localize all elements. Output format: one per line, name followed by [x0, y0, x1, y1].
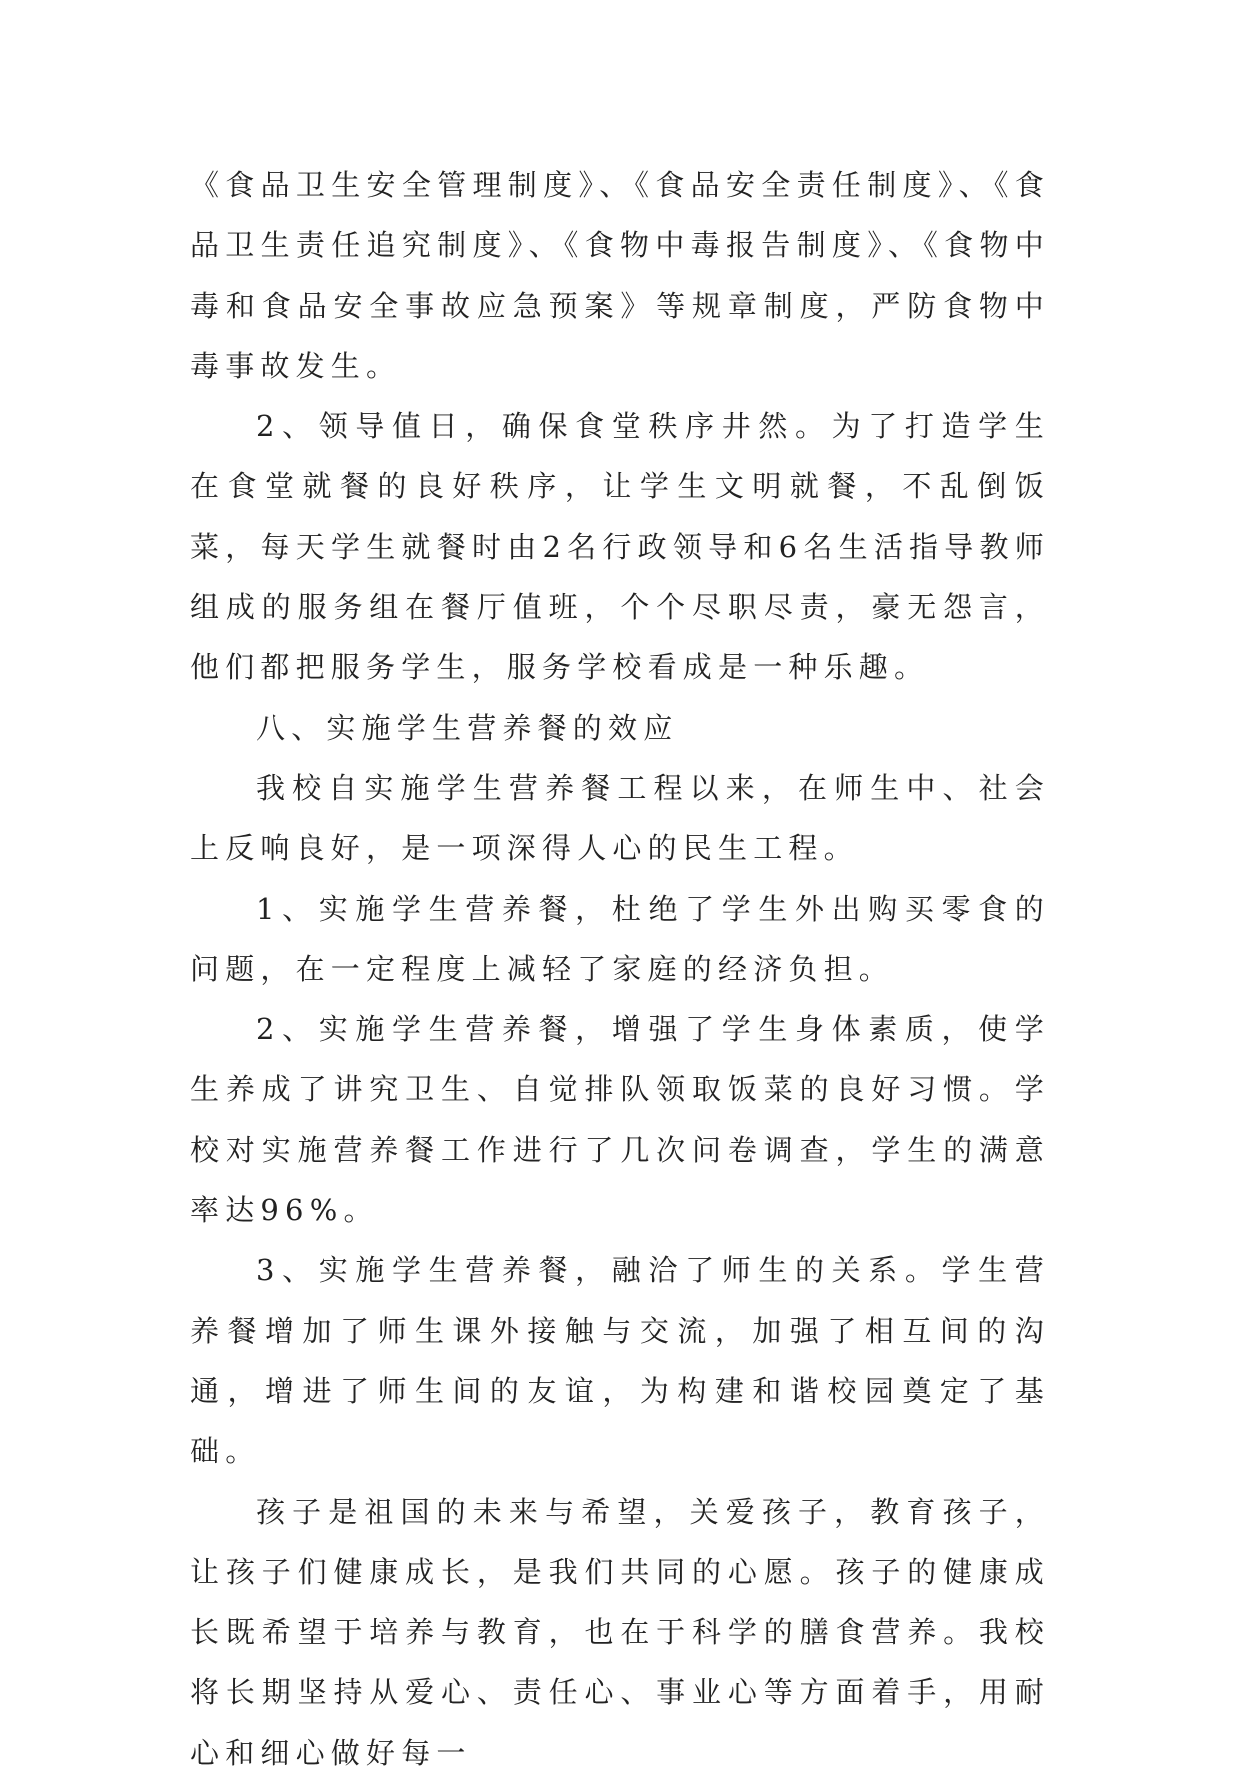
paragraph-3: 我校自实施学生营养餐工程以来，在师生中、社会上反响良好，是一项深得人心的民生工程。 [190, 770, 1050, 866]
paragraph-5: 2、实施学生营养餐，增强了学生身体素质，使学生养成了讲究卫生、自觉排队领取饭菜的良好习惯。学校对实施营养餐工作进行了几次问卷调查，学生的满意率达96%。 [190, 1012, 1050, 1228]
section-heading: 八、实施学生营养餐的效应 [256, 710, 679, 745]
document-page [190, 155, 1050, 1783]
paragraph-6: 3、实施学生营养餐，融洽了师生的关系。学生营养餐增加了师生课外接触与交流，加强了相互间的沟通，增进了师生间的友谊，为构建和谐校园奠定了基础。 [190, 1253, 1050, 1469]
paragraph-1: 《食品卫生安全管理制度》、《食品安全责任制度》、《食品卫生责任追究制度》、《食物中毒报告制度》、《食物中毒和食品安全事故应急预案》等规章制度，严防食物中毒事故发生。 [190, 168, 1050, 383]
paragraph-7: 孩子是祖国的未来与希望，关爱孩子，教育孩子，让孩子们健康成长，是我们共同的心愿。孩子的健康成长既希望于培养与教育，也在于科学的膳食营养。我校将长期坚持从爱心、责任心、事业心等方面着手，用耐心和细心做好每一 [190, 1494, 1050, 1770]
paragraph-2: 2、领导值日，确保食堂秩序井然。为了打造学生在食堂就餐的良好秩序，让学生文明就餐，不乱倒饭菜，每天学生就餐时由2名行政领导和6名生活指导教师组成的服务组在餐厅值班，个个尽职尽责，豪无怨言，他们都把服务学生，服务学校看成是一种乐趣。 [190, 409, 1050, 685]
paragraph-4: 1、实施学生营养餐，杜绝了学生外出购买零食的问题，在一定程度上减轻了家庭的经济负担。 [190, 891, 1050, 986]
